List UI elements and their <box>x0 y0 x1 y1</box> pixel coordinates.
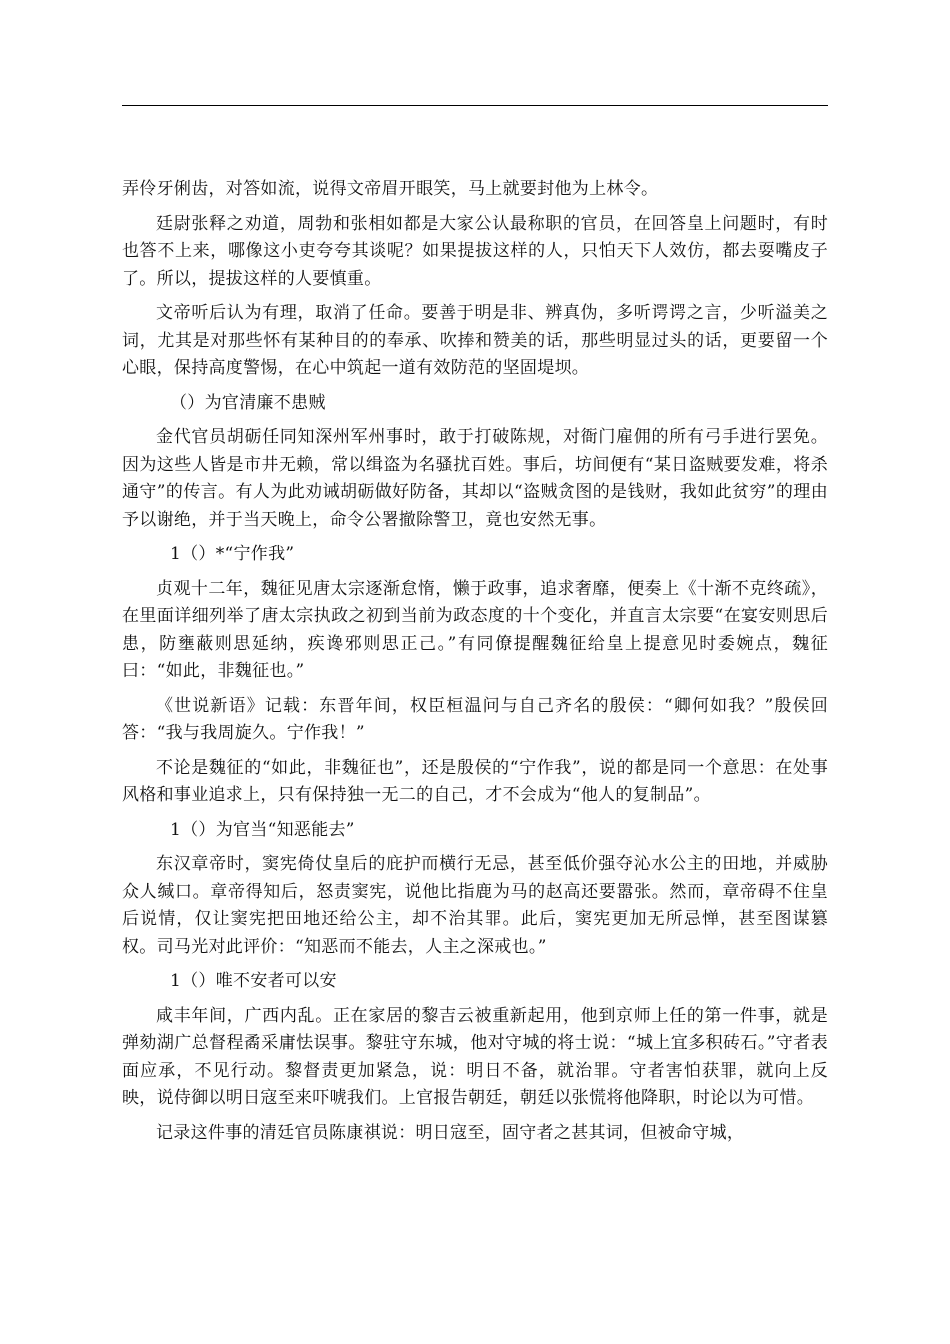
header-rule <box>122 105 828 106</box>
body-paragraph: 文帝听后认为有理，取消了任命。要善于明是非、辨真伪，多听谔谔之言，少听溢美之词，尤其是对那些怀有某种目的的奉承、吹捧和赞美的话，那些明显过头的话，更要留一个心眼，保持高度警惕，在心中筑起一道有效防范的坚固堤坝。 <box>122 303 828 378</box>
body-paragraph: 金代官员胡砺任同知深州军州事时，敢于打破陈规，对衙门雇佣的所有弓手进行罢免。因为这些人皆是市井无赖，常以缉盗为名骚扰百姓。事后，坊间便有“某日盗贼要发难，将杀通守”的传言。有人为此劝诫胡砺做好防备，其却以“盗贼贪图的是钱财，我如此贫穷”的理由予以谢绝，并于当天晚上，命令公署撤除警卫，竟也安然无事。 <box>122 427 828 530</box>
body-paragraph: 《世说新语》记载：东晋年间，权臣桓温问与自己齐名的殷侯：“卿何如我？”殷侯回答：“我与我周旋久。宁作我！” <box>122 695 828 743</box>
body-paragraph: 不论是魏征的“如此，非魏征也”，还是殷侯的“宁作我”，说的都是同一个意思：在处事风格和事业追求上，只有保持独一无二的自己，才不会成为“他人的复制品”。 <box>122 757 828 805</box>
document-body <box>122 176 828 1154</box>
body-paragraph: 弄伶牙俐齿，对答如流，说得文帝眉开眼笑，马上就要封他为上林令。 <box>122 179 659 199</box>
body-paragraph: 咸丰年间，广西内乱。正在家居的黎吉云被重新起用，他到京师上任的第一件事，就是弹劾湖广总督程矞采庸怯误事。黎驻守东城，他对守城的将士说：“城上宜多积砖石。”守者表面应承，不见行动。黎督责更加紧急，说：明日不备，就治罪。守者害怕获罪，就向上反映，说侍御以明日寇至来吓唬我们。上官报告朝廷，朝廷以张慌将他降职，时论以为可惜。 <box>122 1005 828 1108</box>
body-paragraph: 廷尉张释之劝道，周勃和张相如都是大家公认最称职的官员，在回答皇上问题时，有时也答不上来，哪像这小吏夸夸其谈呢？如果提拔这样的人，只怕天下人效仿，都去耍嘴皮子了。所以，提拔这样的人要慎重。 <box>122 213 828 289</box>
section-heading: 1（）唯不安者可以安 <box>170 971 337 991</box>
section-heading: 1（）*“宁作我” <box>170 544 295 564</box>
body-paragraph: 东汉章帝时，窦宪倚仗皇后的庇护而横行无忌，甚至低价强夺沁水公主的田地，并威胁众人缄口。章帝得知后，怒责窦宪，说他比指鹿为马的赵高还要嚣张。然而，章帝碍不住皇后说情，仅让窦宪把田地还给公主，却不治其罪。此后，窦宪更加无所忌惮，甚至图谋篡权。司马光对此评价：“知恶而不能去，人主之深戒也。” <box>122 854 828 957</box>
body-paragraph: 贞观十二年，魏征见唐太宗逐渐怠惰，懒于政事，追求奢靡，便奏上《十渐不克终疏》，在里面详细列举了唐太宗执政之初到当前为政态度的十个变化，并直言太宗要“在宴安则思后患，防壅蔽则思延纳，疾谗邪则思正己。”有同僚提醒魏征给皇上提意见时委婉点，魏征曰：“如此，非魏征也。” <box>122 578 828 681</box>
body-paragraph: 记录这件事的清廷官员陈康祺说：明日寇至，固守者之甚其词，但被命守城， <box>156 1122 745 1143</box>
section-heading: 1（）为官当“知恶能去” <box>170 819 355 840</box>
section-heading: （）为官清廉不患贼 <box>170 392 326 413</box>
